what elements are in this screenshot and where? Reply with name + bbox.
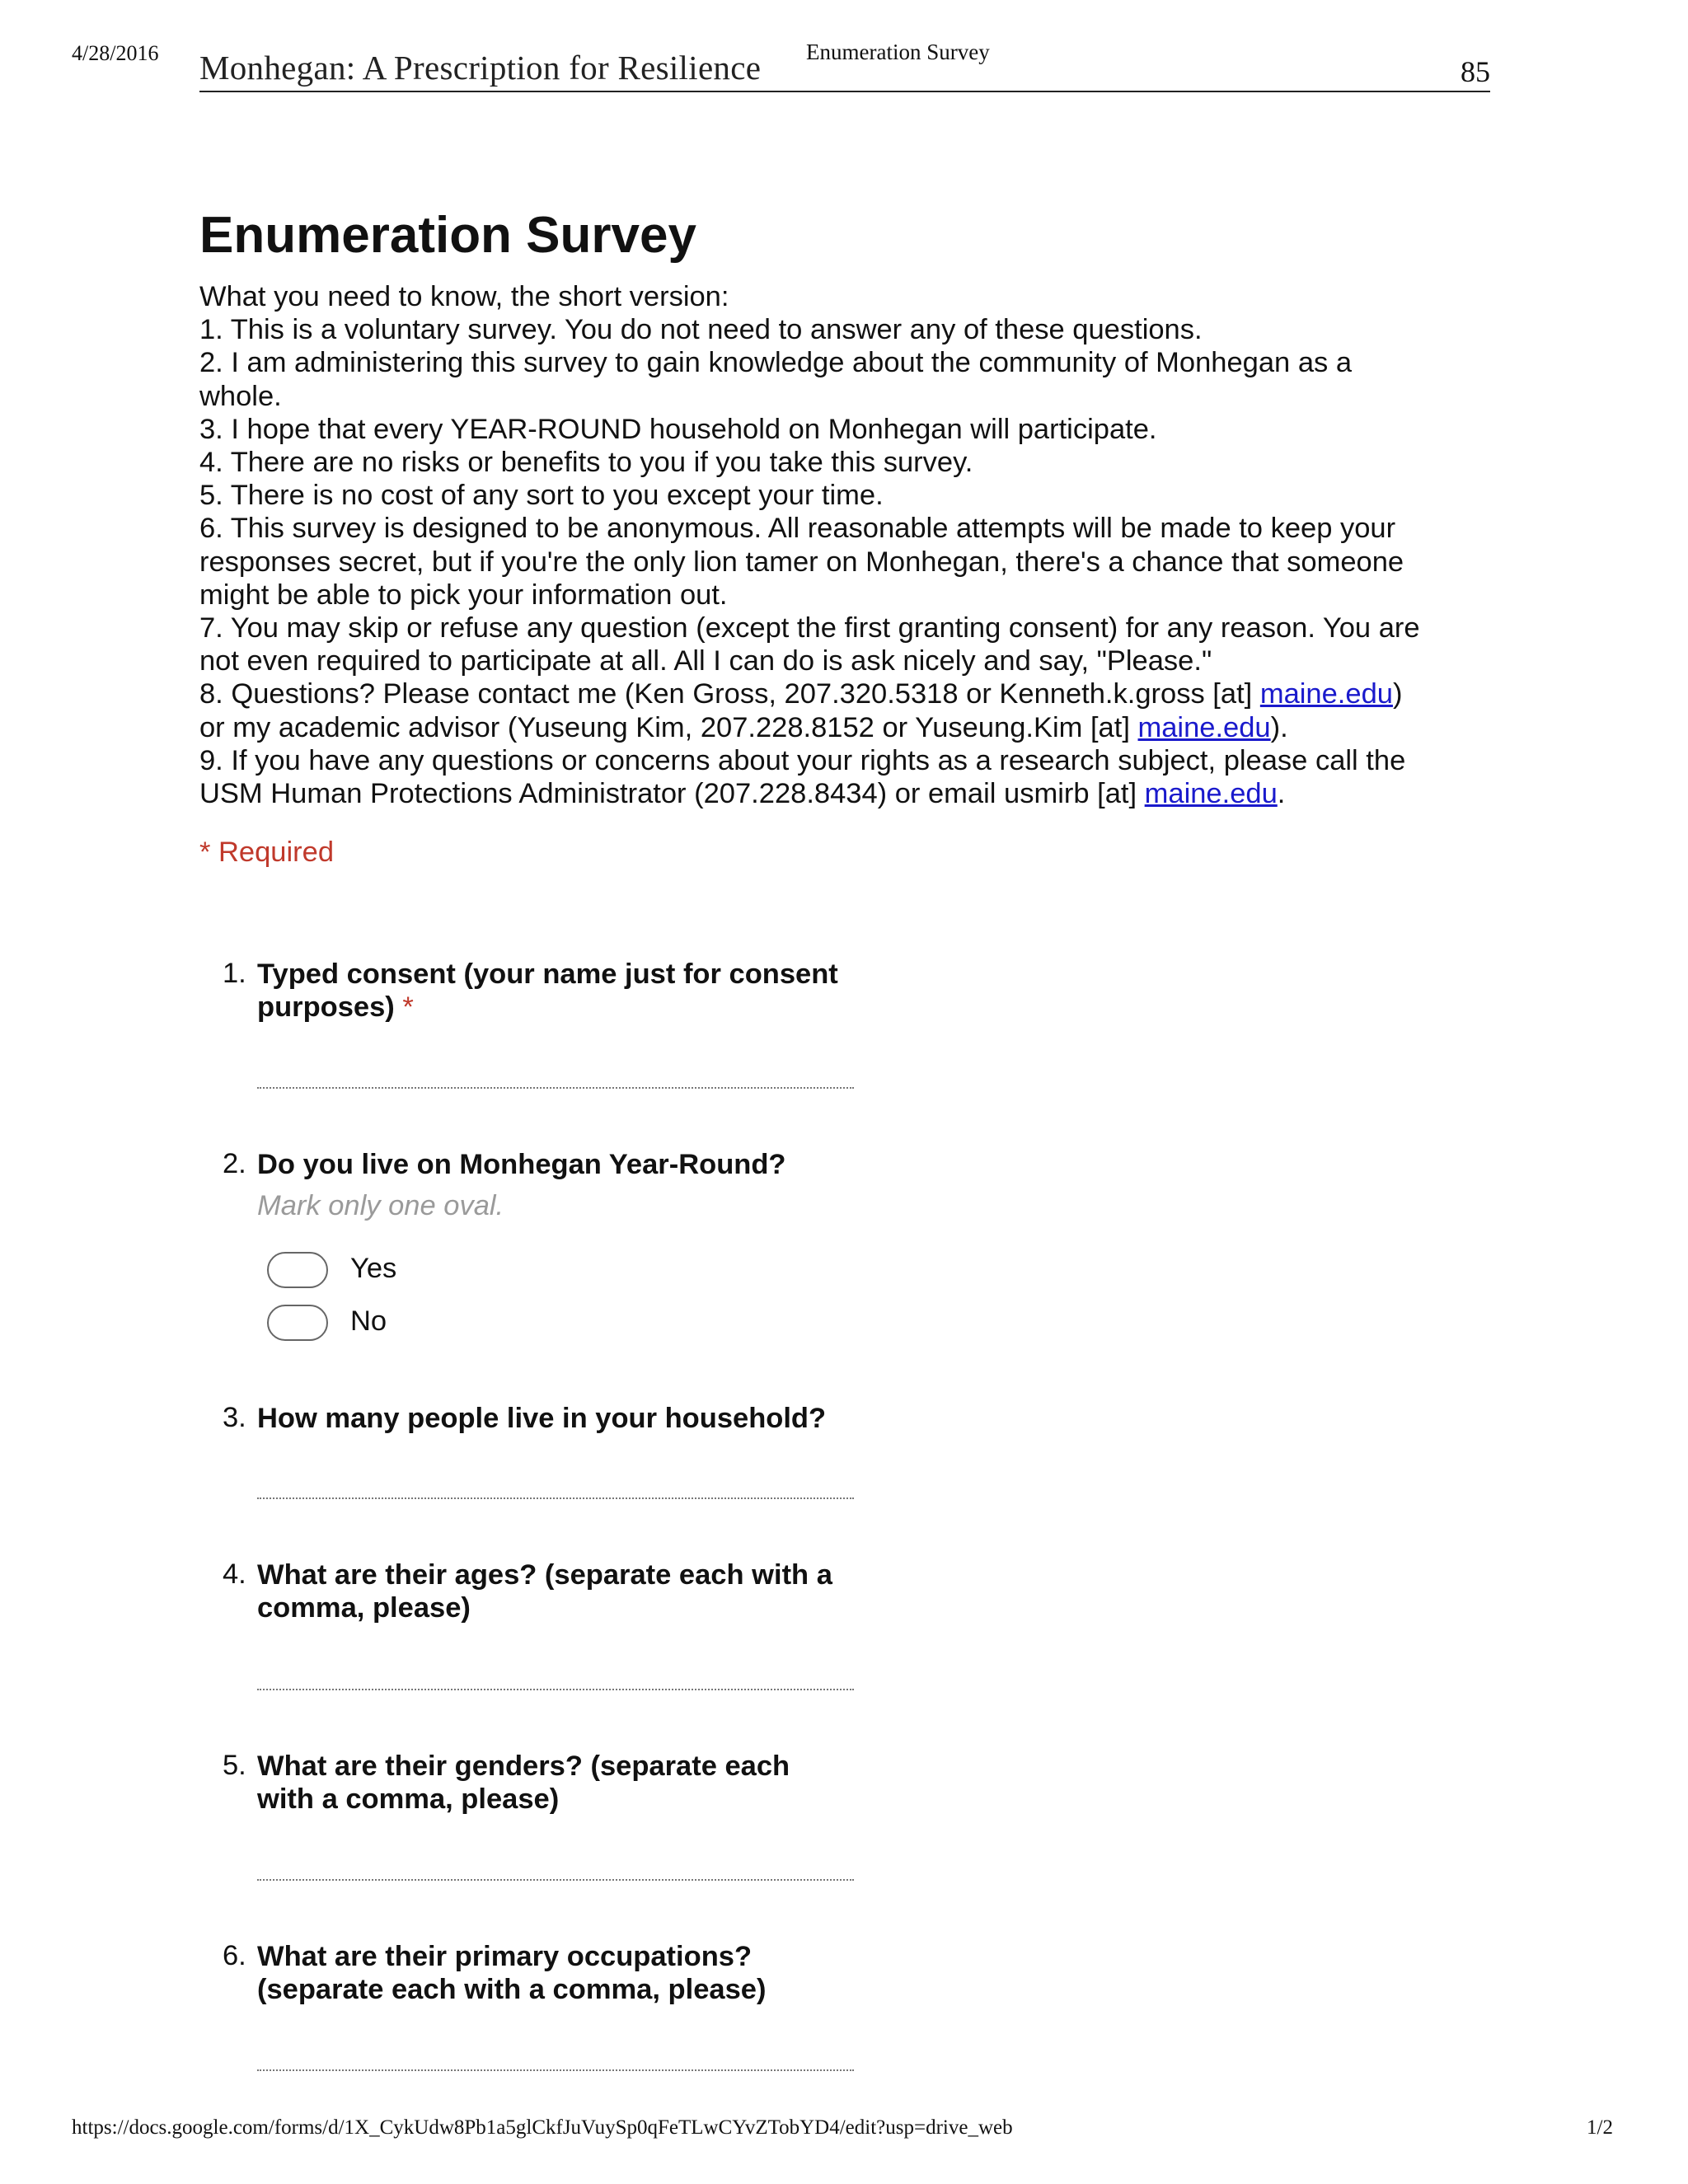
intro-line: 1. This is a voluntary survey. You do not need to answer any of these questions. [199, 314, 1203, 346]
contact-text: or my academic advisor (Yuseung Kim, 207.228.8152 or Yuseung.Kim [at] [199, 711, 1138, 743]
required-asterisk: * [402, 991, 414, 1024]
intro-line: might be able to pick your information out. [199, 579, 728, 611]
header-rule [199, 91, 1490, 92]
intro-line: 3. I hope that every YEAR-ROUND household on Monhegan will participate. [199, 413, 1157, 445]
question-number: 1. [223, 958, 246, 989]
maine-edu-link[interactable]: maine.edu [1259, 678, 1393, 710]
question-number: 5. [223, 1750, 246, 1781]
form-description [199, 280, 1461, 810]
occupations-input[interactable] [257, 2069, 854, 2071]
footer-url: https://docs.google.com/forms/d/1X_CykUdw8Pb1a5glCkfJuVuySp0qFeTLwCYvZTobYD4/edit?usp=drive_web [72, 2116, 1013, 2139]
contact-line [199, 711, 1461, 744]
print-title: Enumeration Survey [806, 40, 990, 64]
option-label-yes: Yes [350, 1253, 397, 1284]
question-hint: Mark only one oval. [257, 1190, 504, 1221]
question-5-title [257, 1750, 790, 1816]
question-number: 6. [223, 1940, 246, 1971]
rights-line [199, 777, 1461, 810]
required-note: * Required [199, 837, 335, 868]
question-title-line: (separate each with a comma, please) [257, 1974, 767, 2006]
question-1-title [257, 958, 838, 1024]
page-number: 85 [1461, 55, 1490, 88]
intro-line: What you need to know, the short version: [199, 281, 729, 312]
rights-line: 9. If you have any questions or concerns about your rights as a research subject, please call the [199, 744, 1406, 776]
genders-input[interactable] [257, 1879, 854, 1881]
question-number: 3. [223, 1402, 246, 1433]
question-title-line: comma, please) [257, 1592, 471, 1624]
contact-text: ) [1392, 678, 1403, 710]
question-title-line: What are their genders? (separate each [257, 1750, 790, 1782]
question-number: 2. [223, 1148, 246, 1179]
question-title-text: purposes) [257, 991, 395, 1024]
question-4-title [257, 1558, 832, 1624]
ages-input[interactable] [257, 1689, 854, 1690]
household-size-input[interactable] [257, 1497, 854, 1499]
maine-edu-link[interactable]: maine.edu [1137, 711, 1271, 743]
running-title: Monhegan: A Prescription for Resilience [199, 49, 762, 87]
consent-name-input[interactable] [257, 1087, 854, 1089]
intro-line: 4. There are no risks or benefits to you if you take this survey. [199, 447, 973, 479]
question-number: 4. [223, 1558, 246, 1590]
option-label-no: No [350, 1305, 387, 1337]
contact-text: ). [1270, 711, 1288, 743]
maine-edu-link[interactable]: maine.edu [1144, 778, 1278, 810]
intro-line: whole. [199, 380, 282, 412]
question-2-title: Do you live on Monhegan Year-Round? [257, 1149, 786, 1180]
intro-line: responses secret, but if you're the only lion tamer on Monhegan, there's a chance that someone [199, 546, 1404, 578]
question-title-line: What are their ages? (separate each with a [257, 1559, 832, 1591]
intro-line: 5. There is no cost of any sort to you except your time. [199, 480, 884, 512]
contact-line [199, 677, 1461, 710]
question-title-line: What are their primary occupations? [257, 1941, 753, 1972]
contact-text: USM Human Protections Administrator (207.228.8434) or email usmirb [at] [199, 778, 1145, 810]
question-3-title: How many people live in your household? [257, 1403, 827, 1434]
question-title-line: Typed consent (your name just for consent [257, 958, 838, 990]
intro-line: 6. This survey is designed to be anonymous. All reasonable attempts will be made to keep your [199, 513, 1396, 545]
form-title: Enumeration Survey [199, 207, 696, 264]
contact-text: 8. Questions? Please contact me (Ken Gross, 207.320.5318 or Kenneth.k.gross [at] [199, 678, 1260, 710]
question-title-line [257, 991, 838, 1024]
footer-page-count: 1/2 [1587, 2116, 1613, 2139]
intro-line: 2. I am administering this survey to gain knowledge about the community of Monhegan as a [199, 347, 1353, 379]
contact-text: . [1277, 778, 1286, 810]
radio-yes[interactable] [267, 1252, 328, 1288]
question-title-line: with a comma, please) [257, 1783, 560, 1816]
intro-line: 7. You may skip or refuse any question (except the first granting consent) for any reason. You are [199, 612, 1420, 644]
print-date: 4/28/2016 [72, 41, 159, 65]
radio-no[interactable] [267, 1305, 328, 1341]
intro-line: not even required to participate at all. All I can do is ask nicely and say, "Please." [199, 645, 1212, 677]
question-6-title [257, 1940, 766, 2006]
